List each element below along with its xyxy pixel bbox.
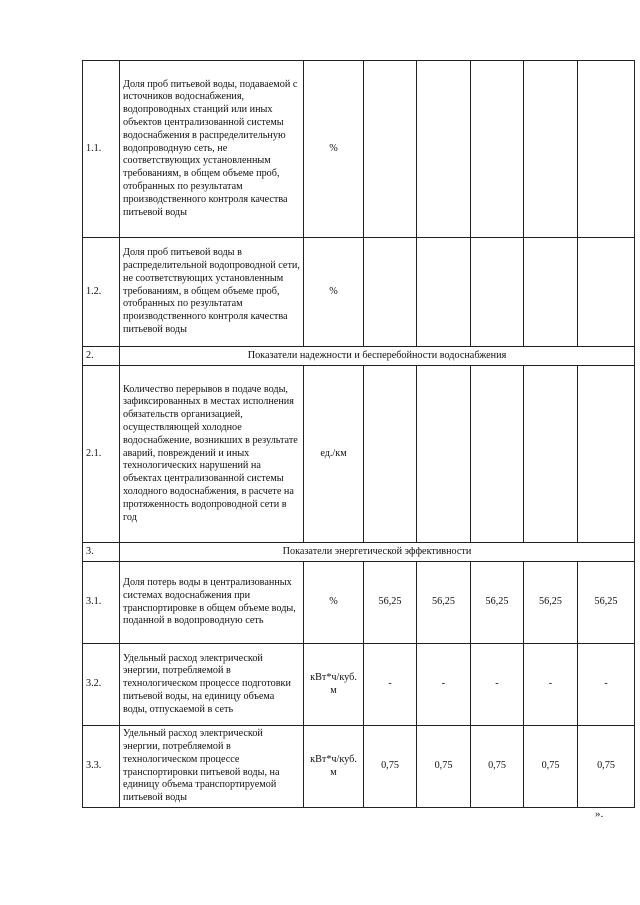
section-number: 2.: [83, 347, 120, 366]
value-cell: [578, 61, 635, 238]
value-cell: 56,25: [417, 562, 471, 644]
unit-cell: %: [304, 238, 364, 347]
indicator-name: Удельный расход электрической энергии, потребляемой в технологическом процессе подготовки питьевой воды, на единицу объема воды, отпускаемой в сеть: [120, 644, 304, 726]
section-title: Показатели надежности и бесперебойности водоснабжения: [120, 347, 635, 366]
value-cell: 56,25: [578, 562, 635, 644]
value-cell: -: [471, 644, 524, 726]
section-title: Показатели энергетической эффективности: [120, 543, 635, 562]
table-row: [83, 562, 635, 644]
value-cell: 0,75: [471, 726, 524, 808]
value-cell: -: [578, 644, 635, 726]
value-cell: 56,25: [364, 562, 417, 644]
value-cell: [578, 238, 635, 347]
table-row: [83, 61, 635, 238]
unit-cell: ед./км: [304, 366, 364, 543]
indicator-name: Доля проб питьевой воды, подаваемой с источников водоснабжения, водопроводных станций или иных объектов централизованной системы водоснабжения в распределительную водопроводную сеть, не соответствующих установленным требованиям, в общем объеме проб, отобранных по результатам производственного контроля качества питьевой воды: [120, 61, 304, 238]
row-number: 1.2.: [83, 238, 120, 347]
value-cell: [417, 366, 471, 543]
value-cell: [417, 238, 471, 347]
value-cell: [364, 366, 417, 543]
table-row: [83, 366, 635, 543]
value-cell: [471, 366, 524, 543]
row-number: 3.1.: [83, 562, 120, 644]
value-cell: -: [524, 644, 578, 726]
value-cell: [417, 61, 471, 238]
value-cell: 56,25: [471, 562, 524, 644]
value-cell: [524, 238, 578, 347]
value-cell: [578, 366, 635, 543]
value-cell: [524, 366, 578, 543]
value-cell: 0,75: [364, 726, 417, 808]
value-cell: 56,25: [524, 562, 578, 644]
row-number: 2.1.: [83, 366, 120, 543]
unit-cell: кВт*ч/куб. м: [304, 726, 364, 808]
value-cell: 0,75: [417, 726, 471, 808]
table-row: [83, 726, 635, 808]
indicator-name: Количество перерывов в подаче воды, зафиксированных в местах исполнения обязательств организацией, осуществляющей холодное водоснабжение, возникших в результате аварий, повреждений и иных технологических нарушений на объектах централизованной системы холодного водоснабжения, в расчете на протяженность водопроводной сети в год: [120, 366, 304, 543]
value-cell: [524, 61, 578, 238]
section-row: [83, 543, 635, 562]
value-cell: -: [364, 644, 417, 726]
indicator-name: Доля потерь воды в централизованных системах водоснабжения при транспортировке в общем объеме воды, поданной в водопроводную сеть: [120, 562, 304, 644]
row-number: 1.1.: [83, 61, 120, 238]
value-cell: 0,75: [524, 726, 578, 808]
value-cell: [364, 61, 417, 238]
indicator-name: Удельный расход электрической энергии, потребляемой в технологическом процессе транспортировки питьевой воды, на единицу объема транспортируемой питьевой воды: [120, 726, 304, 808]
unit-cell: кВт*ч/куб. м: [304, 644, 364, 726]
table-row: [83, 238, 635, 347]
table-row: [83, 644, 635, 726]
value-cell: -: [417, 644, 471, 726]
closing-quote-mark: ».: [595, 808, 604, 820]
document-page: [82, 60, 634, 808]
section-row: [83, 347, 635, 366]
value-cell: [471, 238, 524, 347]
unit-cell: %: [304, 562, 364, 644]
value-cell: 0,75: [578, 726, 635, 808]
value-cell: [471, 61, 524, 238]
section-number: 3.: [83, 543, 120, 562]
row-number: 3.3.: [83, 726, 120, 808]
row-number: 3.2.: [83, 644, 120, 726]
indicator-name: Доля проб питьевой воды в распределительной водопроводной сети, не соответствующих установленным требованиям, в общем объеме проб, отобранных по результатам производственного контроля качества питьевой воды: [120, 238, 304, 347]
value-cell: [364, 238, 417, 347]
indicators-table: [82, 60, 635, 808]
unit-cell: %: [304, 61, 364, 238]
